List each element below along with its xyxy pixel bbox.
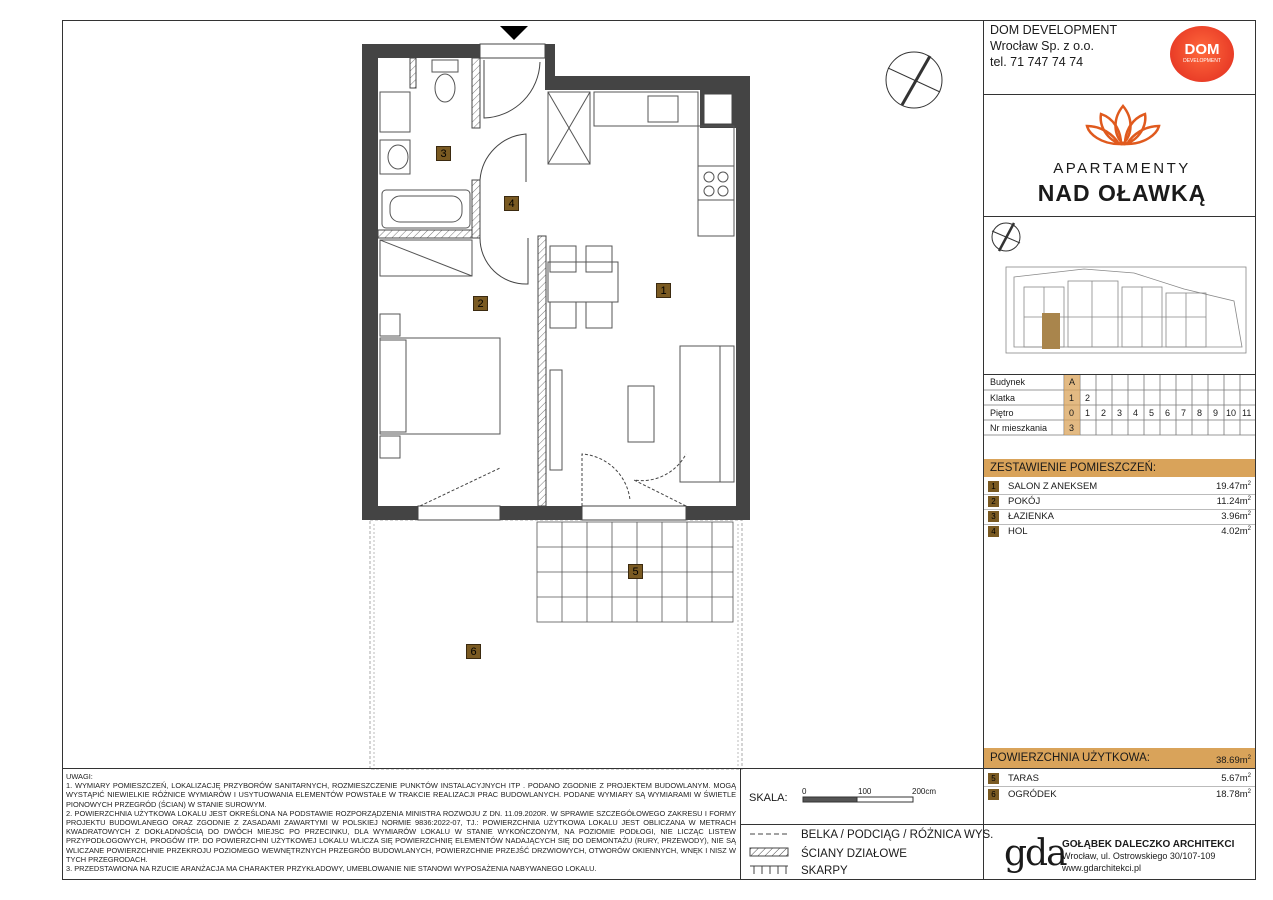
entrance-arrow [500, 26, 528, 40]
divider [983, 94, 1256, 95]
scale-tick-0: 0 [802, 787, 807, 796]
dining-set [548, 246, 618, 328]
key-plan [984, 217, 1255, 374]
plan-tag-4: 4 [504, 196, 519, 211]
bedroom-furniture [380, 240, 500, 458]
cell-pietro-4: 4 [1133, 408, 1139, 418]
extra-no: 5 [988, 773, 999, 784]
room-no: 4 [988, 526, 999, 537]
doors [420, 60, 686, 506]
usable-area-value: $38.69m^2$ [1215, 755, 1251, 767]
legend-symbols [748, 830, 792, 878]
divider [741, 824, 1256, 825]
lotus-logo [1085, 104, 1161, 150]
plan-tag-2: 2 [473, 296, 488, 311]
cell-klatka-0: 1 [1069, 393, 1075, 403]
key-plan-unit-highlight [1042, 313, 1060, 349]
extra-name: OGRÓDEK [1008, 789, 1057, 800]
plan-tag-3: 3 [436, 146, 451, 161]
bottom-divider [62, 768, 1256, 769]
scale-tick-200: 200cm [912, 787, 937, 796]
windows [418, 44, 686, 520]
cell-pietro-3: 3 [1117, 408, 1123, 418]
plan-tag-6: 6 [466, 644, 481, 659]
architect-web: www.gdarchitekci.pl [1062, 863, 1142, 873]
note-3: 3. PRZEDSTAWIONA NA RZUCIE ARANŻACJA MA CHARAKTER PRZYKŁADOWY, UMEBLOWANIE NIE STANOWI WYPOSAŻENIA NABYWANEGO LOKALU. [66, 864, 597, 874]
extra-name: TARAS [1008, 773, 1039, 784]
developer-branch: Wrocław Sp. z o.o. [990, 39, 1094, 53]
room-area: $19.47m^2$ [1215, 481, 1251, 493]
cell-pietro-11: 11 [1242, 408, 1252, 418]
architect-address: Wrocław, ul. Ostrowskiego 30/107-109 [1062, 851, 1216, 861]
legend-beam: BELKA / PODCIĄG / RÓŻNICA WYS. [801, 829, 994, 841]
room-name: ŁAZIENKA [1008, 511, 1054, 522]
label-nr-mieszkania: Nr mieszkania [990, 423, 1048, 433]
plan-tag-1: 1 [656, 283, 671, 298]
developer-info [990, 22, 1117, 70]
cell-klatka-1: 2 [1085, 393, 1091, 403]
note-2: 2. POWIERZCHNIA UŻYTKOWA LOKALU JEST OKREŚLONA NA PODSTAWIE ROZPORZĄDZENIA MINISTRA ROZWOJU Z DN. 11.09.2020R. W SPRAWIE SZCZEGÓŁOWEGO ZAKRESU I FORMY PROJEKTU BUDOWLANEGO ORAZ ZGODNIE Z ZASADAMI ZAWARTYMI W POLSKIEJ NORMIE 9836:2022-07, TJ.: POWIERZCHNIA UŻYTKOWA LOKALU JEST OBLICZANA W METRACH KWADRATOWYCH Z DOKŁADNOŚCIĄ DO DWÓCH MIEJSC PO PRZECINKU, DLA WYMIARÓW LOKALU W STANIE WYKOŃCZONYM, NA POZIOMIE PODŁOGI, NIE LICZĄC LISTEW PRZYPODŁOGOWYCH, PROGÓW ITP. DO POWIERZCHNI UŻYTKOWEJ LOKALU WLICZA SIĘ POWIERZCHNIĘ ELEMENTÓW NADAJĄCYCH SIĘ DO DEMONTAŻU (RURY, PRZEWODY), NIE SĄ WLICZANE POWIERZCHNIE PRZEKROJU POZIOMEGO WEWNĘTRZNYCH PRZEGRÓD BUDOWLANYCH, POWIERZCHNIE PRZEJŚĆ DRZWIOWYCH, OTWORÓW OKIENNYCH, WNĘK I NISZ W TYCH PRZEGRODACH. [66, 808, 736, 864]
scale-tick-100: 100 [858, 787, 872, 796]
usable-area-label: POWIERZCHNIA UŻYTKOWA: [990, 752, 1150, 764]
room-area: $11.24m^2$ [1216, 496, 1251, 508]
project-line1: APARTAMENTY [1053, 160, 1191, 177]
usable-area-bar [984, 748, 1255, 768]
extra-row-5 [988, 772, 1253, 786]
cell-budynek-0: A [1069, 377, 1076, 387]
scale-bar [802, 796, 932, 804]
room-name: HOL [1008, 526, 1028, 537]
room-area: $3.96m^2$ [1221, 511, 1251, 523]
dom-logo [1170, 26, 1234, 82]
architect-name: GOŁĄBEK DALECZKO ARCHITEKCI [1062, 839, 1235, 850]
cell-pietro-1: 1 [1085, 408, 1091, 418]
garden-area [370, 520, 742, 770]
bathroom-fixtures [380, 60, 470, 228]
cell-pietro-8: 8 [1197, 408, 1203, 418]
note-1: 1. WYMIARY POMIESZCZEŃ, LOKALIZACJĘ PRZYBORÓW SANITARNYCH, ROZMIESZCZENIE PUNKTÓW INSTALACYJNYCH ITP . PODANO ZGODNIE Z PROJEKTEM BUDOWLANYM. MOGĄ WYSTĄPIĆ NIEWIELKIE RÓŻNICE WYMIARÓW I USYTUOWANIA ELEMENTÓW POWSTAŁE W TRAKCIE REALIZACJI PRAC BUDOWLANYCH. PODANE WYMIARY SĄ WYMIARAMI W ŚWIETLE PIONOWYCH PRZEGRÓD (ŚCIAN) W STANIE SUROWYM. [66, 781, 736, 809]
label-pietro: Piętro [990, 408, 1014, 418]
room-no: 1 [988, 481, 999, 492]
cell-nr-0: 3 [1069, 423, 1075, 433]
living-furniture [550, 346, 734, 482]
architect-logo: gda [1004, 833, 1066, 874]
legend-slopes: SKARPY [801, 865, 848, 877]
room-no: 3 [988, 511, 999, 522]
scale-label: SKALA: [749, 792, 788, 804]
partition-walls [378, 58, 546, 506]
developer-phone: tel. 71 747 74 74 [990, 55, 1084, 69]
dom-logo-subtext: DEVELOPMENT [1183, 58, 1221, 64]
room-row-2 [988, 495, 1253, 509]
room-row-3 [988, 510, 1253, 524]
extra-area: $18.78m^2$ [1215, 789, 1251, 801]
extra-no: 6 [988, 789, 999, 800]
label-klatka: Klatka [990, 393, 1016, 403]
plan-tag-5: 5 [628, 564, 643, 579]
room-no: 2 [988, 496, 999, 507]
developer-name: DOM DEVELOPMENT [990, 23, 1118, 37]
rooms-heading: ZESTAWIENIE POMIESZCZEŃ: [984, 459, 1255, 477]
label-budynek: Budynek [990, 377, 1026, 387]
notes [66, 772, 736, 873]
compass [886, 52, 942, 108]
cell-pietro-2: 2 [1101, 408, 1107, 418]
cell-pietro-7: 7 [1181, 408, 1187, 418]
cell-pietro-6: 6 [1165, 408, 1171, 418]
outer-walls [362, 44, 750, 520]
extra-row-6 [988, 788, 1253, 802]
room-name: SALON Z ANEKSEM [1008, 481, 1098, 492]
notes-title: UWAGI: [66, 772, 93, 781]
legend-partitions: ŚCIANY DZIAŁOWE [801, 848, 907, 860]
cell-pietro-0: 0 [1069, 408, 1075, 418]
room-name: POKÓJ [1008, 496, 1041, 507]
cell-pietro-9: 9 [1213, 408, 1219, 418]
room-area: $4.02m^2$ [1221, 526, 1251, 538]
room-row-1 [988, 480, 1253, 494]
dom-logo-text: DOM [1184, 41, 1220, 58]
extra-area: $5.67m^2$ [1221, 773, 1251, 785]
project-line2: NAD OŁAWKĄ [1037, 180, 1207, 206]
cell-pietro-5: 5 [1149, 408, 1155, 418]
cell-pietro-10: 10 [1226, 408, 1237, 418]
room-row-4 [988, 525, 1253, 539]
